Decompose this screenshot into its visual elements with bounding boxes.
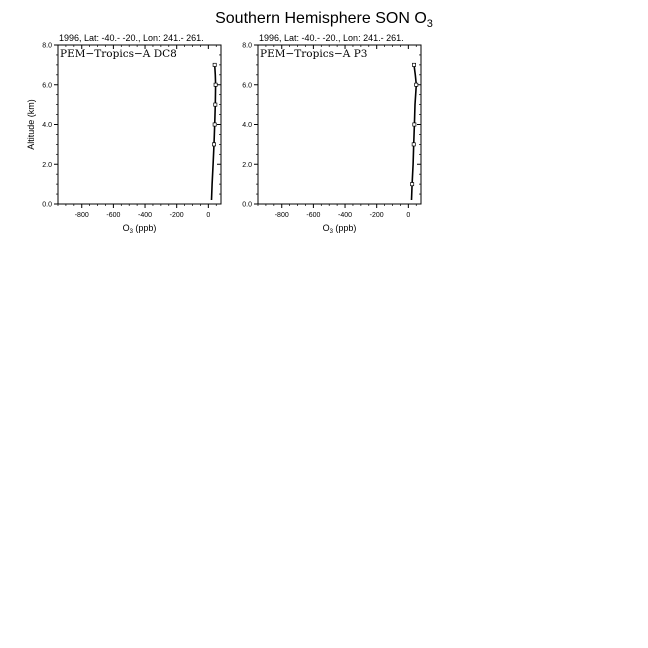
x-axis-label-unit: (ppb) [332,223,357,233]
data-point-marker [412,143,415,146]
x-tick-label: 0 [406,212,411,219]
chart-panel-p3 [242,33,421,235]
x-axis-label-unit: (ppb) [132,223,157,233]
panel-subtitle: 1996, Lat: -40.- -20., Lon: 241.- 261. [259,33,404,43]
y-tick-label: 2.0 [42,161,52,169]
data-point-marker [413,123,416,126]
x-axis-label-subscript: 3 [129,229,133,235]
y-tick-label: 2.0 [242,161,252,169]
y-tick-label: 8.0 [42,42,52,50]
data-point-marker [213,123,216,126]
y-tick-label: 0.0 [42,201,52,209]
figure-title: Southern Hemisphere SON $O_3$ [215,10,433,30]
data-point-marker [412,63,415,66]
x-axis-label-subscript: 3 [329,229,333,235]
y-tick-label: 6.0 [242,82,252,90]
x-tick-label: -400 [138,212,153,219]
x-axis-label-base: O [322,223,330,233]
experiment-label: PEM−Tropics−A DC8 [60,48,177,60]
x-tick-label: -800 [274,212,289,219]
x-tick-label: 0 [206,212,211,219]
x-tick-label: -400 [338,212,353,219]
y-tick-label: 4.0 [42,122,52,129]
y-axis-label: Altitude (km) [26,99,36,150]
x-tick-label: -200 [169,212,184,219]
x-tick-label: -600 [306,212,321,219]
x-axis-label-base: O [122,223,130,233]
data-point-marker [415,83,418,86]
experiment-label: PEM−Tropics−A P3 [260,48,368,60]
data-point-marker [212,143,215,146]
plot-frame [258,45,421,204]
chart-panel-dc8 [26,33,221,235]
data-point-marker [214,83,217,86]
x-tick-label: -200 [369,212,384,219]
y-tick-label: 0.0 [242,201,252,209]
panel-subtitle: 1996, Lat: -40.- -20., Lon: 241.- 261. [59,33,204,43]
data-point-marker [411,183,414,186]
x-axis-label [123,223,157,235]
data-point-marker [214,103,217,106]
x-tick-label: -800 [74,212,89,219]
y-tick-label: 4.0 [242,122,252,129]
plot-frame [58,45,221,204]
data-point-marker [213,63,216,66]
x-axis-label [323,223,357,235]
y-tick-label: 6.0 [42,82,52,90]
x-tick-label: -600 [106,212,121,219]
y-tick-label: 8.0 [242,42,252,50]
